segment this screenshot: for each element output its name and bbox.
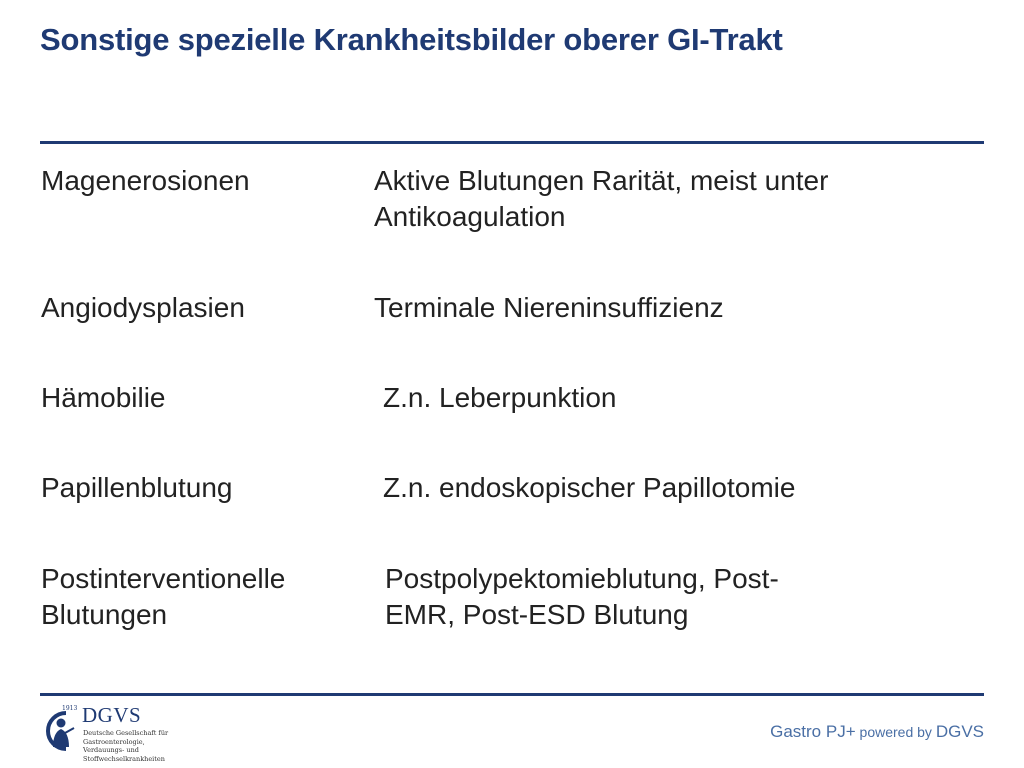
logo-subtitle-line: Stoffwechselkrankheiten: [83, 754, 165, 763]
row-description-line: Aktive Blutungen Rarität, meist unter: [374, 165, 829, 196]
row-term-line: Postinterventionelle: [41, 563, 286, 594]
row-term: Hämobilie: [41, 382, 166, 413]
row-term: [41, 561, 285, 633]
row-description-line: Z.n. endoskopischer Papillotomie: [383, 472, 796, 503]
logo-year: 1913: [62, 705, 78, 712]
footer-brand: [770, 722, 984, 742]
row-term-line: Blutungen: [41, 599, 168, 630]
brand-name: Gastro PJ+: [770, 722, 856, 741]
dgvs-logo: [40, 703, 200, 765]
row-description-line: Terminale Niereninsuffizienz: [374, 292, 724, 323]
logo-subtitle-line: Gastroenterologie,: [83, 737, 145, 746]
title-divider: [40, 141, 984, 144]
brand-powered-by: powered by: [855, 724, 936, 740]
row-description: [383, 380, 617, 416]
row-description: [374, 290, 724, 326]
row-description: [383, 470, 795, 506]
row-term: Magenerosionen: [41, 165, 250, 196]
row-description-line: Antikoagulation: [374, 201, 566, 232]
row-description: [385, 561, 779, 633]
logo-name: DGVS: [82, 703, 142, 727]
row-description: [374, 163, 828, 235]
row-term: Angiodysplasien: [41, 292, 245, 323]
slide-title: Sonstige spezielle Krankheitsbilder oberer GI-Trakt: [40, 22, 783, 57]
footer-divider: [40, 693, 984, 696]
row-description-line: Z.n. Leberpunktion: [383, 382, 617, 413]
logo-subtitle-line: Verdauungs- und: [83, 746, 139, 755]
dgvs-emblem-icon: [40, 707, 80, 753]
logo-subtitle: [83, 729, 168, 763]
row-description-line: EMR, Post-ESD Blutung: [385, 599, 689, 630]
row-term: Papillenblutung: [41, 472, 233, 503]
logo-subtitle-line: Deutsche Gesellschaft für: [83, 729, 169, 737]
brand-dgvs: DGVS: [935, 722, 984, 741]
row-description-line: Postpolypektomieblutung, Post-: [385, 563, 779, 594]
